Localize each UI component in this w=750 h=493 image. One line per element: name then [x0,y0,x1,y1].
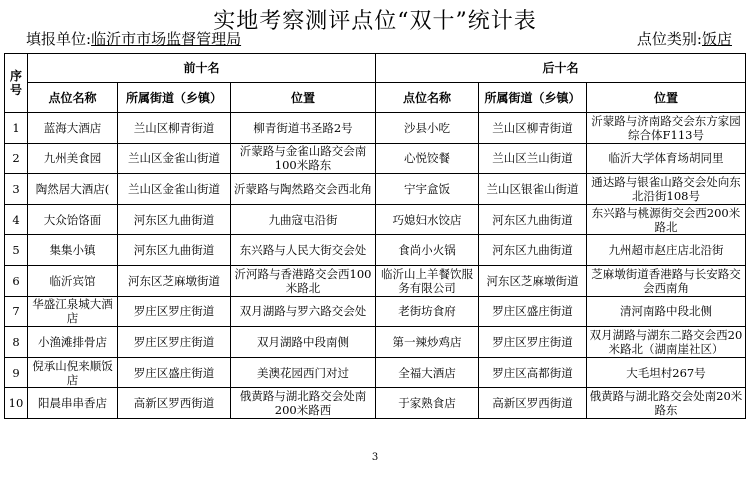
bottom-location: 九州超市赵庄店北沿街 [587,235,746,266]
filler-value: 临沂市市场监督管理局 [91,30,242,48]
top-location: 东兴路与人民大街交会处 [231,235,376,266]
header-bottom-name: 点位名称 [376,83,479,113]
bottom-street: 高新区罗西街道 [479,388,587,419]
bottom-name: 沙县小吃 [376,113,479,144]
bottom-name: 老街坊食府 [376,296,479,327]
row-number: 2 [5,143,28,174]
filler-unit [26,28,241,49]
top-street: 罗庄区罗庄街道 [118,296,231,327]
top-location: 九曲寇屯沿街 [231,204,376,235]
top-location: 沂蒙路与金雀山路交会南100米路东 [231,143,376,174]
bottom-name: 宁宇盒饭 [376,174,479,205]
bottom-name: 于家熟食店 [376,388,479,419]
header-bottom-location: 位置 [587,83,746,113]
top-street: 罗庄区罗庄街道 [118,327,231,358]
bottom-location: 芝麻墩街道香港路与长安路交会西南角 [587,265,746,296]
bottom-location: 大毛坦村267号 [587,357,746,388]
top-street: 河东区九曲街道 [118,235,231,266]
row-number: 6 [5,265,28,296]
bottom-location: 双月湖路与湖东二路交会西20米路北（湖南崖社区） [587,327,746,358]
top-street: 兰山区柳青街道 [118,113,231,144]
top-location: 双月湖路中段南侧 [231,327,376,358]
top-street: 河东区芝麻墩街道 [118,265,231,296]
page-number: 3 [371,452,379,463]
top-street: 罗庄区盛庄街道 [118,357,231,388]
table-row [5,143,746,174]
table-row [5,204,746,235]
page-title: 实地考察测评点位“双十”统计表 [213,9,537,34]
header-bottom-ten: 后十名 [376,54,746,83]
bottom-street: 兰山区银雀山街道 [479,174,587,205]
row-number: 10 [5,388,28,419]
top-location: 沂河路与香港路交会西100米路北 [231,265,376,296]
stats-table [4,53,746,419]
category-label: 点位类别: [636,30,702,48]
bottom-name: 心悦饺餐 [376,143,479,174]
top-location: 沂蒙路与陶然路交会西北角 [231,174,376,205]
top-location: 柳青街道书圣路2号 [231,113,376,144]
top-name: 临沂宾馆 [28,265,118,296]
row-number: 7 [5,296,28,327]
category-value: 饭店 [701,30,732,48]
bottom-street: 罗庄区高都街道 [479,357,587,388]
bottom-street: 罗庄区罗庄街道 [479,327,587,358]
row-number: 1 [5,113,28,144]
top-name: 蓝海大酒店 [28,113,118,144]
table-row [5,327,746,358]
top-name: 九州美食园 [28,143,118,174]
header-top-ten: 前十名 [28,54,376,83]
row-number: 3 [5,174,28,205]
row-number: 5 [5,235,28,266]
bottom-location: 临沂大学体育场胡同里 [587,143,746,174]
bottom-location: 俄黄路与湖北路交会处南20米路东 [587,388,746,419]
top-name: 小渔滩排骨店 [28,327,118,358]
top-street: 河东区九曲街道 [118,204,231,235]
top-street: 高新区罗西街道 [118,388,231,419]
bottom-street: 河东区芝麻墩街道 [479,265,587,296]
bottom-name: 全福大酒店 [376,357,479,388]
top-name: 大众饴饹面 [28,204,118,235]
bottom-street: 河东区九曲街道 [479,235,587,266]
top-location: 双月湖路与罗六路交会处 [231,296,376,327]
bottom-location: 沂蒙路与济南路交会东方家园综合体F113号 [587,113,746,144]
top-name: 阳晨串串香店 [28,388,118,419]
bottom-location: 清河南路中段北侧 [587,296,746,327]
top-location: 俄黄路与湖北路交会处南200米路西 [231,388,376,419]
table-row [5,296,746,327]
table-row [5,265,746,296]
filler-label: 填报单位: [26,30,92,48]
bottom-name: 第一辣炒鸡店 [376,327,479,358]
bottom-street: 兰山区柳青街道 [479,113,587,144]
top-name: 倪承山倪来顺饭店 [28,357,118,388]
row-number: 4 [5,204,28,235]
table-row [5,174,746,205]
top-street: 兰山区金雀山街道 [118,174,231,205]
bottom-location: 东兴路与桃源街交会西200米路北 [587,204,746,235]
top-name: 陶然居大酒店( [28,174,118,205]
bottom-street: 河东区九曲街道 [479,204,587,235]
table-row [5,357,746,388]
row-number: 8 [5,327,28,358]
header-index: 序号 [5,54,28,113]
bottom-location: 通达路与银雀山路交会处向东北沿街108号 [587,174,746,205]
top-name: 华盛江泉城大酒店 [28,296,118,327]
header-top-street: 所属街道（乡镇） [118,83,231,113]
table-row [5,113,746,144]
table-row [5,235,746,266]
category [637,28,732,49]
bottom-street: 罗庄区盛庄街道 [479,296,587,327]
row-number: 9 [5,357,28,388]
header-top-name: 点位名称 [28,83,118,113]
bottom-name: 食尚小火锅 [376,235,479,266]
table-row [5,388,746,419]
bottom-name: 巧媳妇水饺店 [376,204,479,235]
top-location: 美澳花园西门对过 [231,357,376,388]
top-street: 兰山区金雀山街道 [118,143,231,174]
header-top-location: 位置 [231,83,376,113]
header-bottom-street: 所属街道（乡镇） [479,83,587,113]
top-name: 集集小镇 [28,235,118,266]
bottom-name: 临沂山上羊餐饮服务有限公司 [376,265,479,296]
bottom-street: 兰山区兰山街道 [479,143,587,174]
